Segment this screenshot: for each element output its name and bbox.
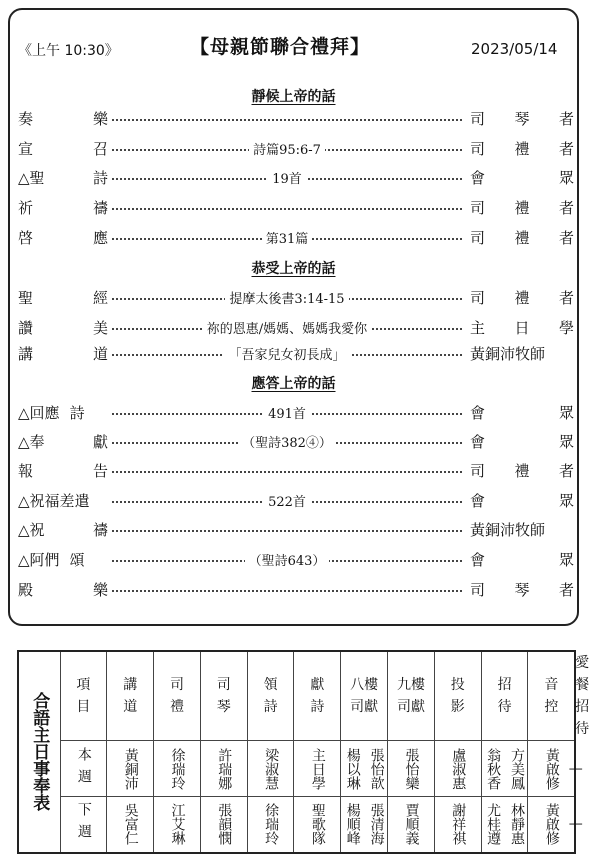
order-item-name: 啓 應 [18, 229, 108, 247]
order-row [18, 549, 574, 571]
section-heading-2: 恭受上帝的話 [251, 261, 336, 277]
service-time: 《上午 10:30》 [18, 43, 119, 59]
order-item-detail: 491首 [112, 403, 462, 422]
order-item-leader: 司 禮 者 [470, 462, 574, 480]
order-row [18, 167, 574, 189]
duty-table-title: 合語主日事奉表 [18, 651, 60, 853]
duty-header-cell: 九樓 司獻 [388, 651, 435, 741]
service-title: 【母親節聯合禮拜】 [190, 36, 371, 58]
duty-cell: 許瑞娜 [200, 741, 247, 797]
order-item-name: 報 告 [18, 462, 108, 480]
order-item-leader: 司 禮 者 [470, 140, 574, 158]
order-item-name: △回 應 詩 [18, 404, 85, 422]
order-row [18, 197, 574, 219]
duty-cell: 黃銅沛 [107, 741, 154, 797]
order-item-name: △聖 詩 [18, 169, 108, 187]
section-heading-3: 應答上帝的話 [251, 376, 336, 392]
duty-cell: 吳富仁 [107, 797, 154, 853]
order-item-leader: 會 眾 [470, 492, 574, 510]
order-item-leader: 司 禮 者 [470, 229, 574, 247]
order-item-leader: 司 琴 者 [470, 110, 574, 128]
order-item-detail: 祢的恩惠/媽媽、媽媽我愛你 [112, 318, 462, 337]
order-row [18, 108, 574, 130]
order-row [18, 317, 574, 339]
duty-cell: 張韻憫 [200, 797, 247, 853]
order-item-leader: 會 眾 [470, 404, 574, 422]
order-row [18, 490, 574, 512]
duty-cell: 賈順義 [388, 797, 435, 853]
order-item-name: 殿 樂 [18, 581, 108, 599]
duty-cell: 楊以琳 張怡歆 [341, 741, 388, 797]
duty-cell: 楊順峰 張清海 [341, 797, 388, 853]
order-item-name: △祝 禱 [18, 521, 108, 539]
duty-header-cell: 獻 詩 [294, 651, 341, 741]
dotted-leader [112, 590, 462, 592]
duty-header-cell: 講 道 [107, 651, 154, 741]
duty-header-cell: 項 目 [60, 651, 107, 741]
service-date: 2023/05/14 [471, 40, 558, 58]
order-row [18, 460, 574, 482]
duty-cell: 謝祥祺 [434, 797, 481, 853]
duty-row-next-week: 下週 吳富仁 江艾琳 張韻憫 徐瑞玲 聖歌隊 楊順峰 張清海 賈順義 謝祥祺 尤桂遵 林靜惠 黃啟修 — [18, 797, 575, 853]
duty-header-cell: 司 禮 [154, 651, 201, 741]
order-item-detail: 522首 [112, 491, 462, 510]
duty-header-row: 合語主日事奉表 項 目 講 道 司 禮 司 琴 領 詩 獻 詩 八樓 司獻 九樓 司獻 投 影 招 待 音 控 愛餐 招待 [18, 651, 575, 741]
duty-cell: 梁淑慧 [247, 741, 294, 797]
order-item-leader: 黃銅沛牧師 [470, 345, 546, 363]
order-item-leader: 司 禮 者 [470, 199, 574, 217]
duty-header-cell: 司 琴 [200, 651, 247, 741]
order-item-detail: 「吾家兒女初長成」 [112, 344, 462, 363]
duty-header-cell: 音 控 [528, 651, 575, 741]
section-heading-1: 靜候上帝的話 [251, 89, 336, 105]
duty-cell: 尤桂遵 林靜惠 [481, 797, 528, 853]
order-item-leader: 主 日 學 [470, 319, 574, 337]
order-item-name: 聖 經 [18, 289, 108, 307]
dotted-leader [112, 119, 462, 121]
duty-cell: 盧淑惠 [434, 741, 481, 797]
order-item-detail: 詩篇95:6-7 [112, 139, 462, 158]
duty-week-label: 本週 [60, 741, 107, 797]
order-row [18, 287, 574, 309]
order-row [18, 227, 574, 249]
duty-header-cell: 招 待 [481, 651, 528, 741]
order-row [18, 519, 574, 541]
order-item-name: 祈 禱 [18, 199, 108, 217]
dotted-leader [112, 471, 462, 473]
order-item-name: 講 道 [18, 345, 108, 363]
duty-header-cell: 八樓 司獻 [341, 651, 388, 741]
order-item-detail: （聖詩643） [112, 550, 462, 569]
duty-cell: 聖歌隊 [294, 797, 341, 853]
order-item-detail: 19首 [112, 168, 462, 187]
duty-cell: 徐瑞玲 [247, 797, 294, 853]
duty-header-cell: 投 影 [434, 651, 481, 741]
order-item-name: △阿 們 頌 [18, 551, 85, 569]
duty-row-this-week: 本週 黃銅沛 徐瑞玲 許瑞娜 梁淑慧 主日學 楊以琳 張怡歆 張怡欒 盧淑惠 翁秋香 方美鳳 黃啟修 — [18, 741, 575, 797]
duty-cell: 主日學 [294, 741, 341, 797]
dotted-leader [112, 530, 462, 532]
duty-cell: 黃啟修 [528, 797, 575, 853]
order-item-name: 宣 召 [18, 140, 108, 158]
duty-cell: 徐瑞玲 [154, 741, 201, 797]
duty-table [17, 650, 589, 854]
order-item-leader: 會 眾 [470, 551, 574, 569]
order-row [18, 138, 574, 160]
duty-cell: 張怡欒 [388, 741, 435, 797]
order-item-detail: （聖詩382④） [112, 432, 462, 451]
order-row [18, 579, 574, 601]
order-item-detail: 提摩太後書3:14-15 [112, 288, 462, 307]
order-item-leader: 司 琴 者 [470, 581, 574, 599]
duty-cell: 江艾琳 [154, 797, 201, 853]
order-item-leader: 黃銅沛牧師 [470, 521, 546, 539]
duty-cell: 黃啟修 [528, 741, 575, 797]
order-row [18, 402, 574, 424]
order-row [18, 431, 574, 453]
order-item-leader: 司 禮 者 [470, 289, 574, 307]
order-item-leader: 會 眾 [470, 433, 574, 451]
order-item-name: 讚 美 [18, 319, 108, 337]
order-item-detail: 第31篇 [112, 228, 462, 247]
order-item-leader: 會 眾 [470, 169, 574, 187]
dotted-leader [112, 208, 462, 210]
order-item-name: 奏 樂 [18, 110, 108, 128]
order-item-name: △奉 獻 [18, 433, 108, 451]
order-item-name: △祝福差遣 [18, 492, 90, 510]
duty-week-label: 下週 [60, 797, 107, 853]
duty-header-cell: 領 詩 [247, 651, 294, 741]
order-row [18, 343, 574, 365]
duty-cell: 翁秋香 方美鳳 [481, 741, 528, 797]
